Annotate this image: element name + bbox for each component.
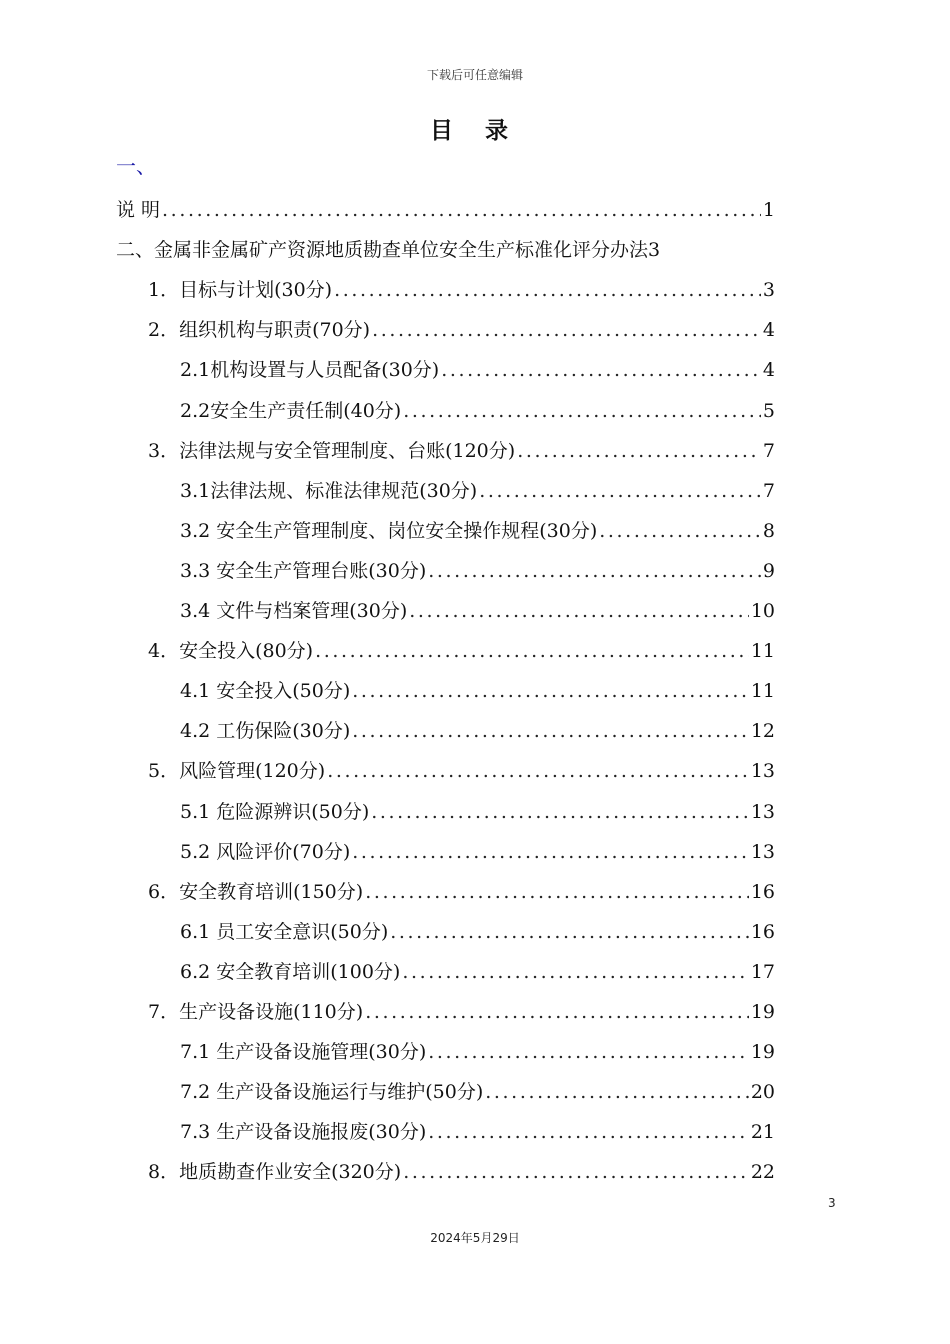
toc-entry-leader	[402, 952, 748, 992]
toc-entry-leader	[479, 471, 761, 511]
toc-entry-label: 4.1 安全投入(50分)	[180, 680, 351, 703]
toc-entry-page: 13	[750, 760, 775, 783]
toc-entry-page: 20	[750, 1081, 775, 1104]
toc-entry-label: 4．安全投入(80分)	[148, 640, 314, 663]
toc-entry-label: 7.3 生产设备设施报废(30分)	[180, 1121, 427, 1144]
toc-entry-leader	[365, 992, 749, 1032]
toc-entry[interactable]	[180, 1112, 775, 1152]
toc-entry[interactable]	[116, 190, 775, 230]
toc-entry-leader	[390, 912, 749, 952]
toc-entry-leader	[403, 391, 761, 431]
toc-entry-label: 7.2 生产设备设施运行与维护(50分)	[180, 1081, 484, 1104]
toc-entry-leader	[352, 711, 749, 751]
toc-entry-leader	[334, 270, 761, 310]
toc-entry[interactable]	[180, 1032, 775, 1072]
section-marker: 一、	[116, 154, 156, 178]
toc-entry-page: 5	[762, 399, 775, 422]
toc-entry-leader	[365, 872, 749, 912]
toc-entry[interactable]	[180, 471, 775, 511]
toc-entry-leader	[352, 671, 749, 711]
toc-entry-label: 3.4 文件与档案管理(30分)	[180, 600, 408, 622]
toc-entry-page: 4	[762, 359, 775, 382]
toc-entry-label: 3.1法律法规、标准法律规范(30分)	[180, 479, 478, 502]
toc-entry-page: 10	[750, 600, 775, 622]
footer-date: 2024年5月29日	[430, 1231, 520, 1245]
toc-entry-page: 1	[762, 199, 775, 221]
toc-entry[interactable]	[148, 270, 775, 310]
toc-entry[interactable]	[116, 230, 775, 270]
toc-entry-leader	[403, 1152, 749, 1192]
page-number: 3	[828, 1196, 836, 1210]
toc-entry-page: 19	[750, 1001, 775, 1023]
toc-entry-leader	[372, 310, 761, 350]
toc-entry-page: 3	[648, 239, 661, 262]
toc-entry-leader	[371, 792, 749, 832]
toc-entry[interactable]	[180, 551, 775, 591]
toc-entry-page: 21	[750, 1121, 775, 1144]
toc-entry[interactable]	[180, 350, 775, 390]
toc-entry-page: 13	[750, 840, 775, 863]
toc-entry[interactable]	[180, 511, 775, 551]
toc-entry-label: 5.2 风险评价(70分)	[180, 840, 351, 863]
toc-entry-leader	[428, 1112, 749, 1152]
toc-entry-leader	[352, 832, 749, 872]
header-note: 下载后可任意编辑	[426, 68, 523, 82]
toc-entry-page: 12	[750, 720, 775, 743]
toc-entry-page: 19	[750, 1041, 775, 1064]
toc-entry-page: 9	[762, 559, 775, 582]
toc-entry-label: 5.1 危险源辨识(50分)	[180, 800, 370, 823]
toc-entry-leader	[315, 631, 749, 671]
toc-entry-label: 二、金属非金属矿产资源地质勘查单位安全生产标准化评分办法	[116, 239, 649, 262]
toc-entry-page: 16	[750, 880, 775, 903]
toc-entry-label: 4.2 工伤保险(30分)	[180, 720, 351, 743]
toc-entry[interactable]	[180, 671, 775, 711]
toc-entry-page: 13	[750, 800, 775, 823]
toc-entry[interactable]	[148, 310, 775, 350]
toc-entry-label: 3.3 安全生产管理台账(30分)	[180, 559, 427, 582]
toc-entry-label: 6.2 安全教育培训(100分)	[180, 960, 401, 983]
toc-entry[interactable]	[180, 391, 775, 431]
toc-entry-page: 11	[750, 680, 775, 703]
toc-entry[interactable]	[180, 912, 775, 952]
toc-entry-label: 7．生产设备设施(110分)	[148, 1001, 364, 1023]
toc-entry-leader	[162, 190, 761, 230]
toc-entry[interactable]	[180, 591, 775, 631]
toc-entry-page: 7	[762, 479, 775, 502]
toc-entry-page: 22	[750, 1161, 775, 1184]
toc-entry-label: 3．法律法规与安全管理制度、台账(120分)	[148, 439, 516, 462]
toc-entry-page: 4	[762, 319, 775, 342]
toc-entry-label: 7.1 生产设备设施管理(30分)	[180, 1041, 427, 1064]
toc-entry[interactable]	[148, 872, 775, 912]
toc-entry-leader	[327, 751, 749, 791]
toc-entry[interactable]	[180, 832, 775, 872]
toc-entry-leader	[428, 551, 761, 591]
toc-entry-leader	[428, 1032, 749, 1072]
toc-entry-leader	[485, 1072, 749, 1112]
toc-entry[interactable]	[180, 952, 775, 992]
toc-entry-label: 6．安全教育培训(150分)	[148, 880, 364, 903]
toc-entry[interactable]	[148, 431, 775, 471]
toc-entry-label: 2.2安全生产责任制(40分)	[180, 399, 402, 422]
toc-entry-label: 8．地质勘查作业安全(320分)	[148, 1161, 402, 1184]
toc-entry-label: 2.1机构设置与人员配备(30分)	[180, 359, 440, 382]
toc-entry-leader	[517, 431, 761, 471]
toc-entry-page: 16	[750, 920, 775, 943]
toc-entry[interactable]	[148, 751, 775, 791]
toc-entry-page: 8	[762, 519, 775, 542]
toc-entry-label: 6.1 员工安全意识(50分)	[180, 920, 389, 943]
toc-entry-page: 17	[750, 960, 775, 983]
toc-entry-label: 5．风险管理(120分)	[148, 760, 326, 783]
toc-entry-page: 11	[750, 640, 775, 663]
toc-entry[interactable]	[148, 1152, 775, 1192]
toc-entry[interactable]	[148, 992, 775, 1032]
toc-entry-label: 说 明	[116, 199, 161, 221]
toc-entry[interactable]	[180, 711, 775, 751]
toc-entry[interactable]	[180, 792, 775, 832]
toc-entry-page: 3	[762, 279, 775, 302]
page-title: 目 录	[429, 118, 520, 144]
toc-entry-label: 1．目标与计划(30分)	[148, 279, 333, 302]
toc-entry-page: 7	[762, 439, 775, 462]
toc-entry-leader	[599, 511, 761, 551]
toc-entry[interactable]	[180, 1072, 775, 1112]
toc-entry-label: 3.2 安全生产管理制度、岗位安全操作规程(30分)	[180, 519, 598, 542]
toc-entry[interactable]	[148, 631, 775, 671]
toc-entry-leader	[441, 350, 761, 390]
toc-entry-label: 2．组织机构与职责(70分)	[148, 319, 371, 342]
toc-entry-leader	[409, 591, 749, 631]
